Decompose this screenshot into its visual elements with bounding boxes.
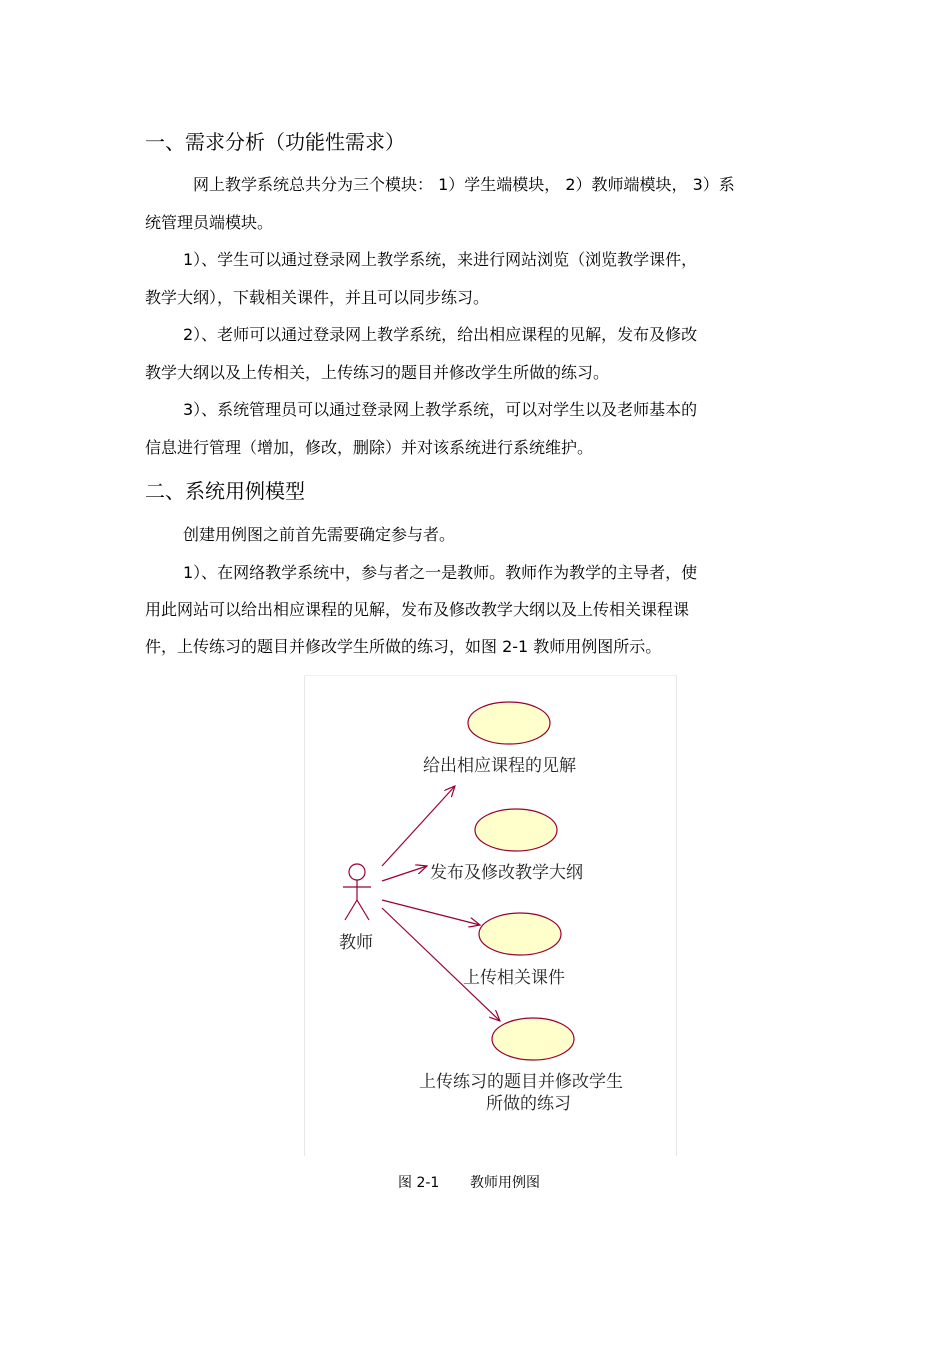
use-case-ellipse-3 — [479, 913, 561, 955]
use-case-label-4-line2: 所做的练习 — [486, 1094, 571, 1114]
section2-para1: 创建用例图之前首先需要确定参与者。 — [183, 525, 456, 544]
section2-item1-line2: 用此网站可以给出相应课程的见解，发布及修改教学大纲以及上传相关课程课 — [145, 600, 690, 619]
section1-item3-line1: 3）、系统管理员可以通过登录网上教学系统，可以对学生以及老师基本的 — [183, 400, 698, 419]
association-arrow-1 — [382, 786, 455, 866]
use-case-ellipse-2 — [475, 809, 557, 851]
teacher-use-case-diagram — [304, 675, 677, 1156]
use-case-label-4-line1: 上传练习的题目并修改学生 — [419, 1072, 623, 1092]
section1-intro-line2: 统管理员端模块。 — [145, 213, 274, 232]
figure-caption-title: 教师用例图 — [470, 1175, 540, 1191]
use-case-label-2: 发布及修改教学大纲 — [430, 863, 583, 883]
use-case-ellipse-4 — [492, 1018, 574, 1060]
use-case-label-3: 上传相关课件 — [463, 968, 565, 988]
section2-heading: 二、系统用例模型 — [145, 479, 305, 503]
figure-caption-label: 图 2-1 — [398, 1175, 440, 1191]
section1-item2-line2: 教学大纲以及上传相关，上传练习的题目并修改学生所做的练习。 — [145, 363, 610, 382]
section1-heading: 一、需求分析（功能性需求） — [145, 130, 405, 154]
section1-item3-line2: 信息进行管理（增加，修改，删除）并对该系统进行系统维护。 — [145, 438, 594, 457]
section2-item1-line1: 1）、在网络教学系统中，参与者之一是教师。教师作为教学的主导者，使 — [183, 563, 698, 582]
section1-item1-line1: 1）、学生可以通过登录网上教学系统，来进行网站浏览（浏览教学课件， — [183, 250, 698, 269]
section1-item2-line1: 2）、老师可以通过登录网上教学系统，给出相应课程的见解，发布及修改 — [183, 325, 698, 344]
section2-item1-line3: 件，上传练习的题目并修改学生所做的练习，如图 2-1 教师用例图所示。 — [145, 637, 662, 656]
section1-item1-line2: 教学大纲），下载相关课件，并且可以同步练习。 — [145, 288, 490, 307]
use-case-label-1: 给出相应课程的见解 — [423, 756, 576, 776]
actor-label: 教师 — [339, 933, 373, 953]
actor-stick-figure-icon — [343, 864, 371, 920]
section1-intro-line1: 网上教学系统总共分为三个模块： 1）学生端模块， 2）教师端模块， 3）系 — [193, 175, 735, 194]
diagram-canvas — [305, 676, 676, 1156]
association-arrow-2 — [382, 866, 427, 881]
use-case-ellipse-1 — [468, 702, 550, 744]
